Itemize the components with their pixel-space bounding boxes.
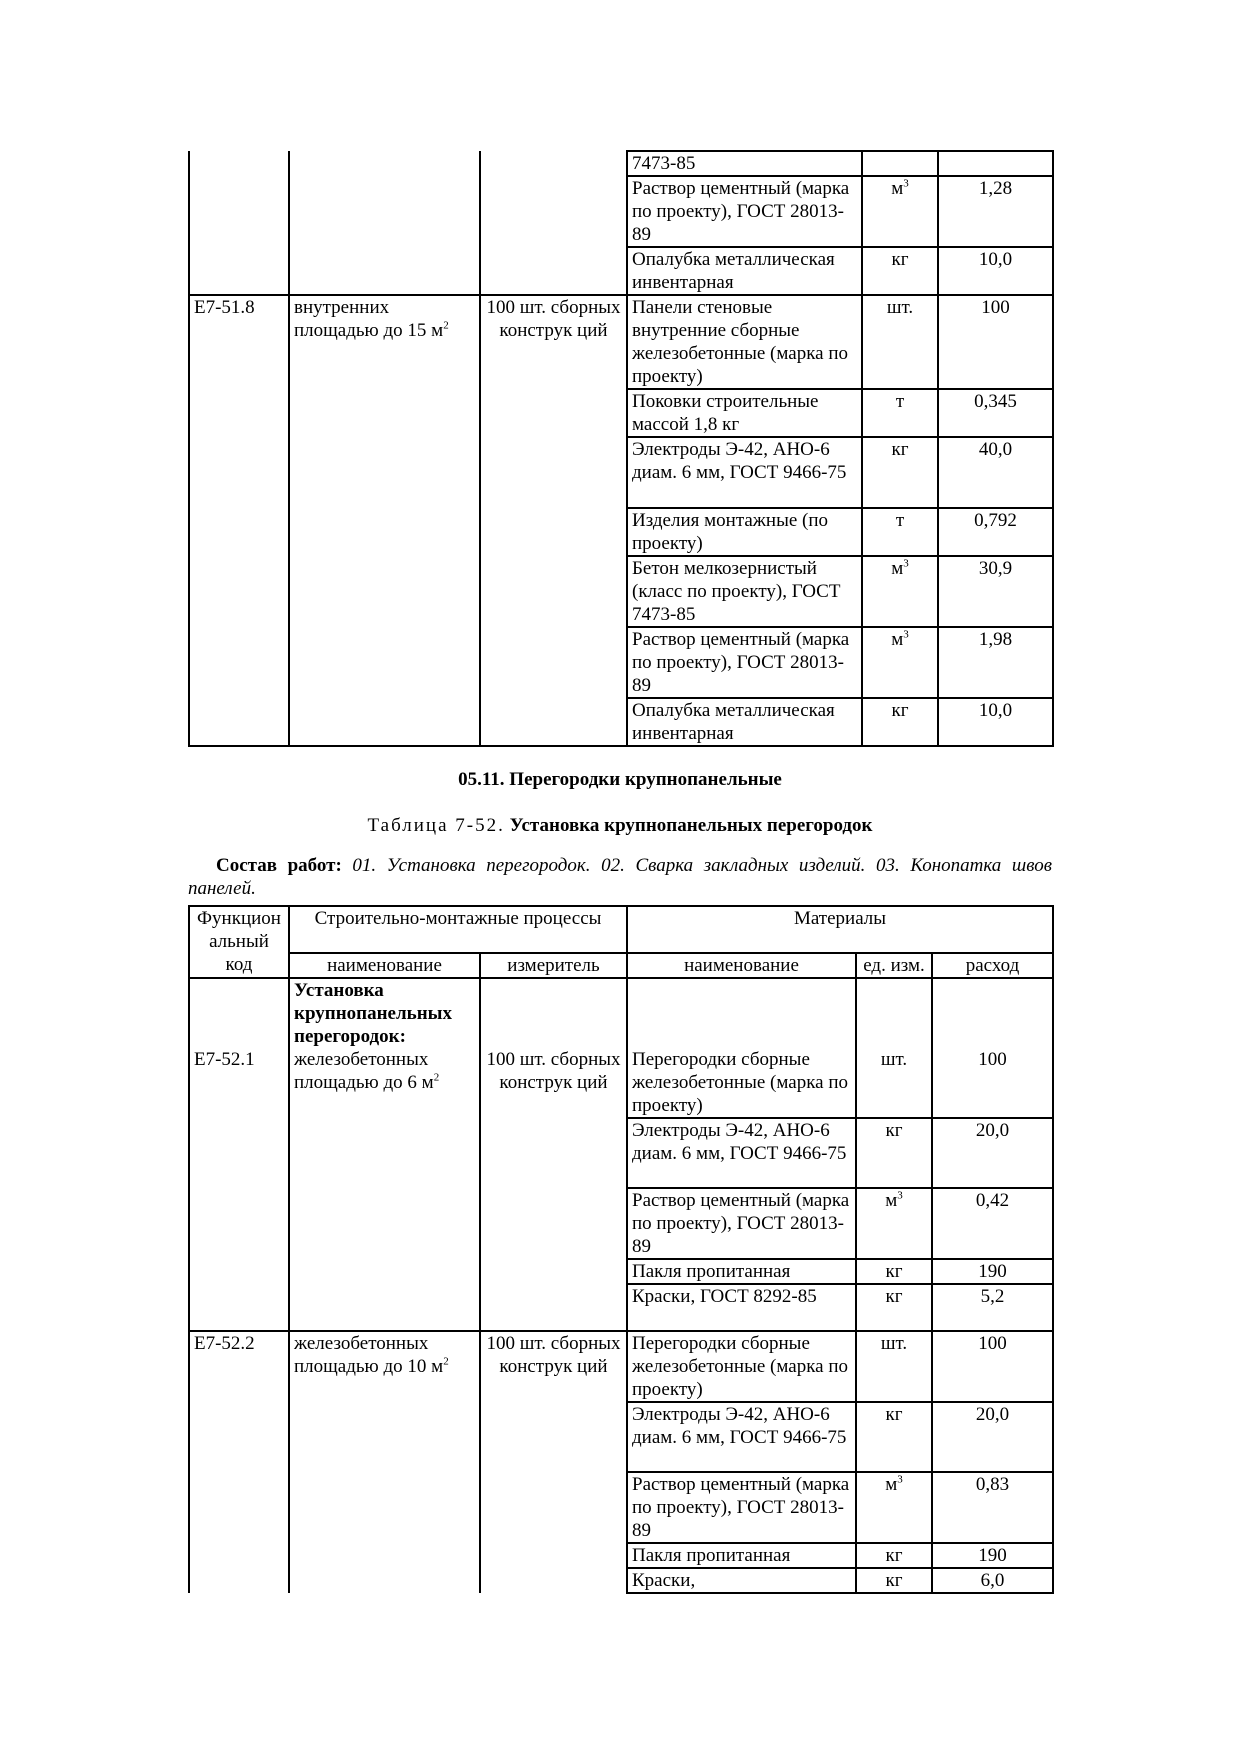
table-caption-number: Таблица 7-52. — [367, 815, 505, 836]
material-name: 7473-85 — [627, 151, 862, 176]
table-row — [189, 247, 1053, 295]
material-name: Раствор цементный (марка по проекту), ГОСТ 28013-89 — [627, 176, 862, 247]
table-row — [189, 1402, 1053, 1472]
material-name: Электроды Э-42, АНО-6 диам. 6 мм, ГОСТ 9466-75 — [627, 1402, 856, 1472]
material-unit: кг — [862, 437, 938, 508]
material-name: Поковки строительные массой 1,8 кг — [627, 389, 862, 437]
material-rate: 0,345 — [938, 389, 1053, 437]
material-unit: кг — [856, 1259, 932, 1284]
process-name: железобетонных площадью до 10 $м^2$ — [289, 1331, 480, 1402]
material-rate: 1,98 — [938, 627, 1053, 698]
material-unit: кг — [856, 1402, 932, 1472]
material-unit: кг — [856, 1118, 932, 1188]
table-row — [189, 1118, 1053, 1188]
material-unit: т — [862, 389, 938, 437]
material-name: Электроды Э-42, АНО-6 диам. 6 мм, ГОСТ 9466-75 — [627, 437, 862, 508]
material-unit: кг — [856, 1284, 932, 1331]
table-row — [189, 508, 1053, 556]
work-composition-text: 01. Установка перегородок. 02. Сварка закладных изделий. 03. Конопатка швов панелей. — [188, 855, 1052, 899]
table-row — [189, 295, 1053, 389]
material-rate: 10,0 — [938, 247, 1053, 295]
table-row — [189, 1284, 1053, 1331]
material-rate: 40,0 — [938, 437, 1053, 508]
group-title: Установка крупнопанельных перегородок: — [294, 980, 452, 1047]
material-rate: 0,42 — [932, 1188, 1053, 1259]
material-unit — [862, 151, 938, 176]
header-processes: Строительно-монтажные процессы — [289, 906, 627, 953]
material-unit: $м^3$ — [862, 176, 938, 247]
material-rate: 190 — [932, 1259, 1053, 1284]
material-name: Пакля пропитанная — [627, 1259, 856, 1284]
table-row — [189, 698, 1053, 746]
material-name: Раствор цементный (марка по проекту), ГОСТ 28013-89 — [627, 627, 862, 698]
material-name: Перегородки сборные железобетонные (марка по проекту) — [627, 978, 856, 1118]
table-caption-title: Установка крупнопанельных перегородок — [509, 815, 873, 836]
table-row — [189, 1568, 1053, 1593]
norms-table-7-52 — [188, 905, 1054, 1594]
material-unit: кг — [862, 247, 938, 295]
table-row — [189, 1472, 1053, 1543]
work-composition-label: Состав работ: — [216, 855, 342, 876]
header-row — [189, 906, 1053, 953]
material-rate: 100 — [932, 1331, 1053, 1402]
material-rate — [938, 151, 1053, 176]
table-row — [189, 627, 1053, 698]
header-name: наименование — [289, 953, 480, 978]
table-caption — [0, 814, 1240, 837]
header-func-code: Функцион альный — [189, 906, 289, 953]
material-unit: шт. — [856, 1331, 932, 1402]
material-unit: $м^3$ — [856, 1472, 932, 1543]
functional-code: Е7-52.2 — [189, 1331, 289, 1402]
material-name: Краски, — [627, 1568, 856, 1593]
material-unit: шт. — [856, 978, 932, 1118]
header-mat-name: наименование — [627, 953, 856, 978]
header-materials: Материалы — [627, 906, 1053, 953]
material-unit: $м^3$ — [862, 627, 938, 698]
material-rate: 20,0 — [932, 1118, 1053, 1188]
material-unit: $м^3$ — [856, 1188, 932, 1259]
material-rate: 0,792 — [938, 508, 1053, 556]
functional-code: Е7-51.8 — [189, 295, 289, 389]
material-unit: т — [862, 508, 938, 556]
table-row — [189, 1543, 1053, 1568]
table-row — [189, 151, 1053, 176]
material-name: Раствор цементный (марка по проекту), ГОСТ 28013-89 — [627, 1472, 856, 1543]
material-rate: 100 — [938, 295, 1053, 389]
section-heading: 05.11. Перегородки крупнопанельные — [458, 769, 782, 790]
material-name: Бетон мелкозернистый (класс по проекту), ГОСТ 7473-85 — [627, 556, 862, 627]
material-unit: кг — [856, 1543, 932, 1568]
material-unit: $м^3$ — [862, 556, 938, 627]
material-name: Опалубка металлическая инвентарная — [627, 698, 862, 746]
table-row — [189, 176, 1053, 247]
material-name: Краски, ГОСТ 8292-85 — [627, 1284, 856, 1331]
table-row — [189, 1259, 1053, 1284]
material-name: Панели стеновые внутренние сборные железобетонные (марка по проекту) — [627, 295, 862, 389]
material-rate: 20,0 — [932, 1402, 1053, 1472]
functional-code: Е7-52.1 — [189, 978, 289, 1118]
material-name: Пакля пропитанная — [627, 1543, 856, 1568]
table-row — [189, 1188, 1053, 1259]
material-name: Изделия монтажные (по проекту) — [627, 508, 862, 556]
material-rate: 190 — [932, 1543, 1053, 1568]
process-unit: 100 шт. сборных конструк ций — [480, 978, 627, 1118]
material-unit: кг — [862, 698, 938, 746]
table-row — [189, 437, 1053, 508]
table-row — [189, 978, 1053, 1118]
norms-table-7-51 — [188, 150, 1054, 747]
material-unit: шт. — [862, 295, 938, 389]
process-name: внутренних площадью до 15 $м^2$ — [289, 295, 480, 389]
header-rate: расход — [932, 953, 1053, 978]
material-name: Раствор цементный (марка по проекту), ГОСТ 28013-89 — [627, 1188, 856, 1259]
process-unit: 100 шт. сборных конструк ций — [480, 295, 627, 389]
material-name: Электроды Э-42, АНО-6 диам. 6 мм, ГОСТ 9466-75 — [627, 1118, 856, 1188]
table-row — [189, 389, 1053, 437]
material-rate: 1,28 — [938, 176, 1053, 247]
process-name: Установка крупнопанельных перегородок: железобетонных площадью до 6 $м^2$ — [289, 978, 480, 1118]
header-func-code-2: код — [189, 953, 289, 978]
material-rate: 0,83 — [932, 1472, 1053, 1543]
header-row — [189, 953, 1053, 978]
material-rate: 10,0 — [938, 698, 1053, 746]
material-name: Перегородки сборные железобетонные (марка по проекту) — [627, 1331, 856, 1402]
material-rate: 5,2 — [932, 1284, 1053, 1331]
work-composition — [188, 854, 1052, 900]
table-row — [189, 1331, 1053, 1402]
material-name: Опалубка металлическая инвентарная — [627, 247, 862, 295]
table-row — [189, 556, 1053, 627]
material-rate: 30,9 — [938, 556, 1053, 627]
material-rate: 100 — [932, 978, 1053, 1118]
material-rate: 6,0 — [932, 1568, 1053, 1593]
process-unit: 100 шт. сборных конструк ций — [480, 1331, 627, 1402]
header-unit: ед. изм. — [856, 953, 932, 978]
header-meter: измеритель — [480, 953, 627, 978]
material-unit: кг — [856, 1568, 932, 1593]
